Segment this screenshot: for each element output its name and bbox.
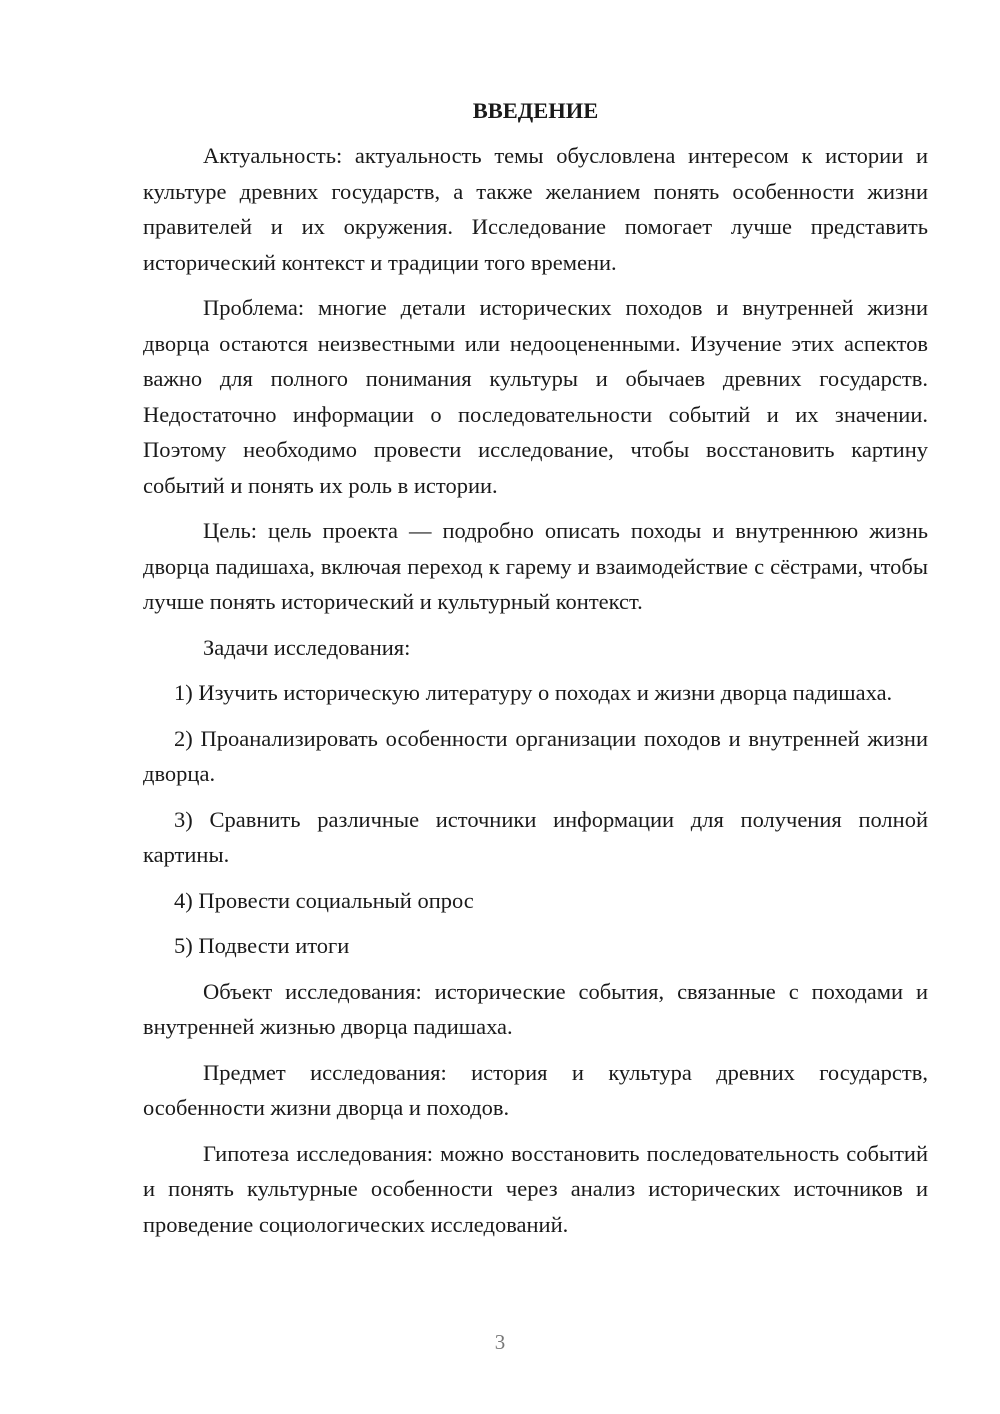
task-item-1: 1) Изучить историческую литературу о походах и жизни дворца падишаха. [174,680,893,705]
tasks-heading: Задачи исследования: [203,634,411,660]
paragraph-object: Объект исследования: исторические события, связанные с походами и внутренней жизнью дворца падишаха. [143,978,928,1039]
task-item-3: 3) Сравнить различные источники информации для получения полной картины. [143,806,928,867]
task-item-2: 2) Проанализировать особенности организации походов и внутренней жизни дворца. [143,725,928,786]
paragraph-goal: Цель: цель проекта — подробно описать походы и внутреннюю жизнь дворца падишаха, включая переход к гарему и взаимодействие с сёстрами, чтобы лучше понять исторический и культурный контекст. [143,518,928,614]
paragraph-relevance: Актуальность: актуальность темы обусловлена интересом к истории и культуре древних государств, а также желанием понять особенности жизни правителей и их окружения. Исследование помогает лучше представить исторический контекст и традиции того времени. [143,143,928,275]
task-item-5: 5) Подвести итоги [174,933,350,958]
section-title: ВВЕДЕНИЕ [472,98,599,123]
page-number: 3 [494,1330,506,1354]
paragraph-hypothesis: Гипотеза исследования: можно восстановить последовательность событий и понять культурные особенности через анализ исторических источников и проведение социологических исследований. [143,1140,928,1237]
paragraph-subject: Предмет исследования: история и культура древних государств, особенности жизни дворца и походов. [143,1059,928,1120]
document-page [143,92,928,1252]
task-item-4: 4) Провести социальный опрос [174,887,474,913]
paragraph-problem: Проблема: многие детали исторических походов и внутренней жизни дворца остаются неизвестными или недооцененными. Изучение этих аспектов важно для полного понимания культуры и обычаев древних государств. Недостаточно информации о последовательности событий и их значении. Поэтому необходимо провести исследование, чтобы восстановить картину событий и понять их роль в истории. [143,295,928,498]
